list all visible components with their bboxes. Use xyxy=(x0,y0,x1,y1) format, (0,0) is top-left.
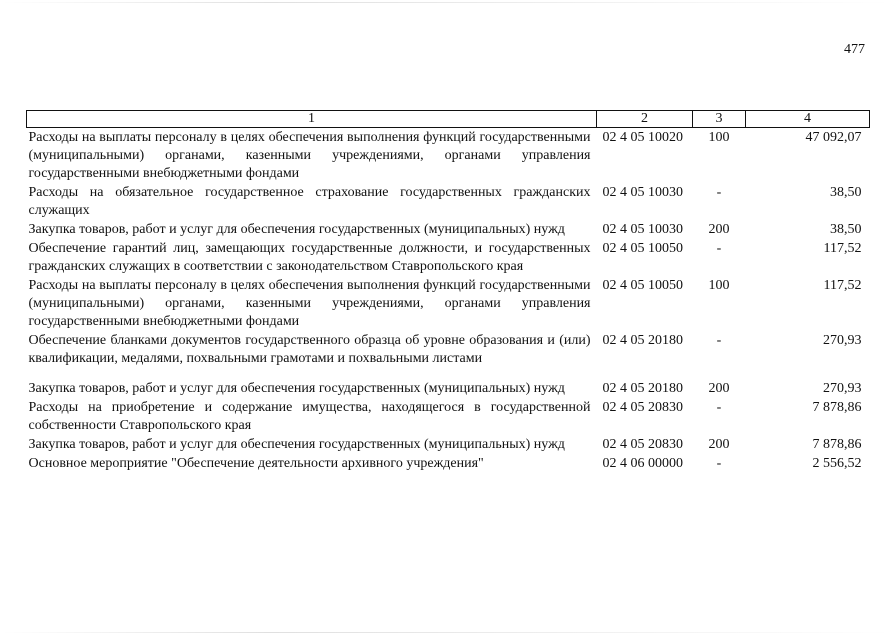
row-code: 02 4 05 10030 xyxy=(602,222,683,237)
scan-artifact-top xyxy=(0,2,895,3)
row-type: 100 xyxy=(708,278,730,293)
header-col-2: 2 xyxy=(597,111,693,128)
table-row xyxy=(27,398,870,435)
row-sum: 7 878,86 xyxy=(812,400,862,415)
row-sum: 38,50 xyxy=(830,222,862,237)
table-row xyxy=(27,435,870,454)
row-type: 200 xyxy=(708,222,730,237)
row-sum: 7 878,86 xyxy=(812,437,862,452)
row-sum: 270,93 xyxy=(823,381,862,396)
scan-artifact-bottom xyxy=(0,632,895,633)
row-name: Расходы на выплаты персоналу в целях обеспечения выполнения функций государственными (муниципальными) органами, казенными учреждениями, органами управления государственными внебюджетными фондами xyxy=(28,130,591,181)
row-name: Обеспечение бланками документов государственного образца об уровне образования и (или) квалификации, медалями, похвальными грамотами и похвальными листами xyxy=(28,333,591,366)
table-row xyxy=(27,276,870,331)
row-name: Расходы на обязательное государственное страхование государственных гражданских служащих xyxy=(28,185,591,218)
row-type: - xyxy=(716,456,722,471)
row-type: - xyxy=(716,185,722,200)
row-type: - xyxy=(716,333,722,348)
row-code: 02 4 06 00000 xyxy=(602,456,683,471)
header-col-3: 3 xyxy=(693,111,746,128)
row-name: Обеспечение гарантий лиц, замещающих государственные должности, и государственных гражданских служащих в соответствии с законодательством Ставропольского края xyxy=(28,241,591,274)
row-name: Закупка товаров, работ и услуг для обеспечения государственных (муниципальных) нужд xyxy=(28,222,565,237)
row-name: Закупка товаров, работ и услуг для обеспечения государственных (муниципальных) нужд xyxy=(28,381,565,396)
table-row xyxy=(27,220,870,239)
row-type: 200 xyxy=(708,381,730,396)
row-name: Закупка товаров, работ и услуг для обеспечения государственных (муниципальных) нужд xyxy=(28,437,565,452)
table-row xyxy=(27,379,870,398)
row-sum: 117,52 xyxy=(823,278,862,293)
row-code: 02 4 05 20180 xyxy=(602,333,683,348)
row-code: 02 4 05 10050 xyxy=(602,278,683,293)
row-code: 02 4 05 10050 xyxy=(602,241,683,256)
table-row xyxy=(27,331,870,368)
row-name: Основное мероприятие "Обеспечение деятельности архивного учреждения" xyxy=(28,456,484,471)
table-row xyxy=(27,454,870,473)
table-row xyxy=(27,128,870,184)
row-type: - xyxy=(716,241,722,256)
spacer-cell xyxy=(27,368,870,379)
row-code: 02 4 05 10030 xyxy=(602,185,683,200)
row-name: Расходы на выплаты персоналу в целях обеспечения выполнения функций государственными (муниципальными) органами, казенными учреждениями, органами управления государственными внебюджетными фондами xyxy=(28,278,591,329)
row-sum: 270,93 xyxy=(823,333,862,348)
row-type: 100 xyxy=(708,130,730,145)
row-sum: 117,52 xyxy=(823,241,862,256)
row-type: - xyxy=(716,400,722,415)
row-spacer xyxy=(27,368,870,379)
row-sum: 38,50 xyxy=(830,185,862,200)
row-name: Расходы на приобретение и содержание имущества, находящегося в государственной собственности Ставропольского края xyxy=(28,400,591,433)
budget-table xyxy=(26,110,870,473)
row-code: 02 4 05 20830 xyxy=(602,400,683,415)
page-number: 477 xyxy=(844,42,865,57)
row-sum: 47 092,07 xyxy=(805,130,862,145)
table-header-row xyxy=(27,111,870,128)
row-code: 02 4 05 20180 xyxy=(602,381,683,396)
row-code: 02 4 05 10020 xyxy=(602,130,683,145)
header-col-4: 4 xyxy=(746,111,870,128)
row-type: 200 xyxy=(708,437,730,452)
row-sum: 2 556,52 xyxy=(812,456,862,471)
row-code: 02 4 05 20830 xyxy=(602,437,683,452)
table-row xyxy=(27,183,870,220)
header-col-1: 1 xyxy=(27,111,597,128)
table-row xyxy=(27,239,870,276)
